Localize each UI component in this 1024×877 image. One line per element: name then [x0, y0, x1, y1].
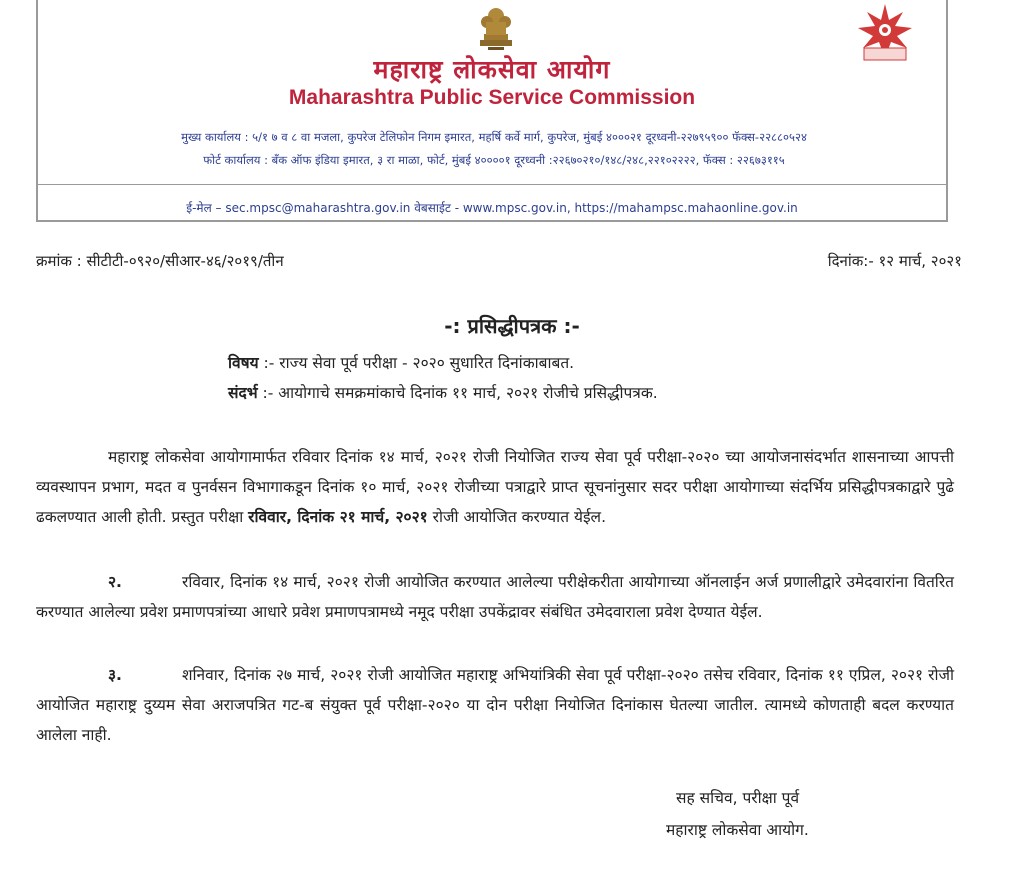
paragraph-3-text: शनिवार, दिनांक २७ मार्च, २०२१ रोजी आयोजित महाराष्ट्र अभियांत्रिकी सेवा पूर्व परीक्षा-२०२० तसेच रविवार, दिनांक ११ एप्रिल, २०२१ रोजी आयोजित महाराष्ट्र दुय्यम सेवा अराजपत्रित गट-ब संयुक्त पूर्व परीक्षा-२०२० या दोन परीक्षा नियोजित दिनांकास घेतल्या जातील. त्यामध्ये कोणताही बदल करण्यात आलेला नाही.	[36, 666, 954, 744]
paragraph-2	[36, 567, 954, 627]
paragraph-3-number: ३.	[108, 666, 122, 684]
letterhead	[36, 0, 948, 222]
reference-date: दिनांक:- १२ मार्च, २०२१	[827, 252, 962, 270]
fort-office-address: फोर्ट कार्यालय : बँक ऑफ इंडिया इमारत, ३ रा माळा, फोर्ट, मुंबई ४००००१ दूरध्वनी :२२६७०२१०/१४८/२४८,२२१०२२२२, फॅक्स : २२६७३११५	[203, 153, 785, 167]
document-heading: -: प्रसिद्धीपत्रक :-	[444, 314, 580, 338]
reference-number: क्रमांक : सीटीटी-०९२०/सीआर-४६/२०१९/तीन	[36, 252, 284, 270]
letterhead-divider	[38, 184, 946, 185]
head-office-address: मुख्य कार्यालय : ५/१ ७ व ८ वा मजला, कुपरेज टेलिफोन निगम इमारत, महर्षि कर्वे मार्ग, कुपरेज, मुंबई ४०००२१ दूरध्वनी-२२७९५९०० फॅक्स-२२८८०५२४	[181, 130, 807, 144]
national-emblem-icon	[474, 2, 518, 52]
paragraph-1-end: रोजी आयोजित करण्यात येईल.	[427, 508, 606, 526]
paragraph-2-text: रविवार, दिनांक १४ मार्च, २०२१ रोजी आयोजित करण्यात आलेल्या परीक्षेकरीता आयोगाच्या ऑनलाईन अर्ज प्रणालीद्वारे उमेदवारांना वितरित करण्यात आलेल्या प्रवेश प्रमाणपत्रांच्या आधारे प्रवेश प्रमाणपत्रामध्ये नमूद परीक्षा उपकेंद्रावर संबंधित उमेदवाराला प्रवेश देण्यात येईल.	[36, 573, 954, 621]
reference-line	[228, 381, 658, 403]
commission-title-marathi: महाराष्ट्र लोकसेवा आयोग	[373, 55, 611, 84]
reference-text: :- आयोगाचे समक्रमांकाचे दिनांक ११ मार्च, २०२१ रोजीचे प्रसिद्धीपत्रक.	[257, 384, 658, 402]
subject-line	[228, 351, 574, 373]
paragraph-3	[36, 660, 954, 750]
subject-text: :- राज्य सेवा पूर्व परीक्षा - २०२० सुधारित दिनांकाबाबत.	[258, 354, 575, 372]
commission-title-english: Maharashtra Public Service Commission	[288, 86, 696, 109]
paragraph-2-number: २.	[108, 573, 122, 591]
paragraph-1-date: रविवार, दिनांक २१ मार्च, २०२१	[248, 508, 428, 526]
signatory-title: सह सचिव, परीक्षा पूर्व	[676, 789, 800, 807]
reference-label: संदर्भ	[228, 384, 258, 402]
paragraph-1	[36, 442, 954, 532]
signatory-organization: महाराष्ट्र लोकसेवा आयोग.	[666, 821, 809, 839]
subject-label: विषय	[228, 354, 259, 372]
reference-row	[36, 251, 962, 271]
paragraph-1-text: महाराष्ट्र लोकसेवा आयोगामार्फत रविवार दिनांक १४ मार्च, २०२१ रोजी नियोजित राज्य सेवा पूर्व परीक्षा-२०२० च्या आयोजनासंदर्भात शासनाच्या आपत्ती व्यवस्थापन प्रभाग, मदत व पुनर्वसन विभागाकडून दिनांक १० मार्च, २०२१ रोजीच्या पत्राद्वारे प्राप्त सूचनांनुसार सदर परीक्षा आयोगाच्या संदर्भिय प्रसिद्धीपत्रकाद्वारे पुढे ढकलण्यात आली होती. प्रस्तुत परीक्षा	[36, 448, 954, 526]
contact-line: ई-मेल – sec.mpsc@maharashtra.gov.in वेबसाईट - www.mpsc.gov.in, https://mahampsc.mahaonline.gov.in	[186, 201, 798, 215]
